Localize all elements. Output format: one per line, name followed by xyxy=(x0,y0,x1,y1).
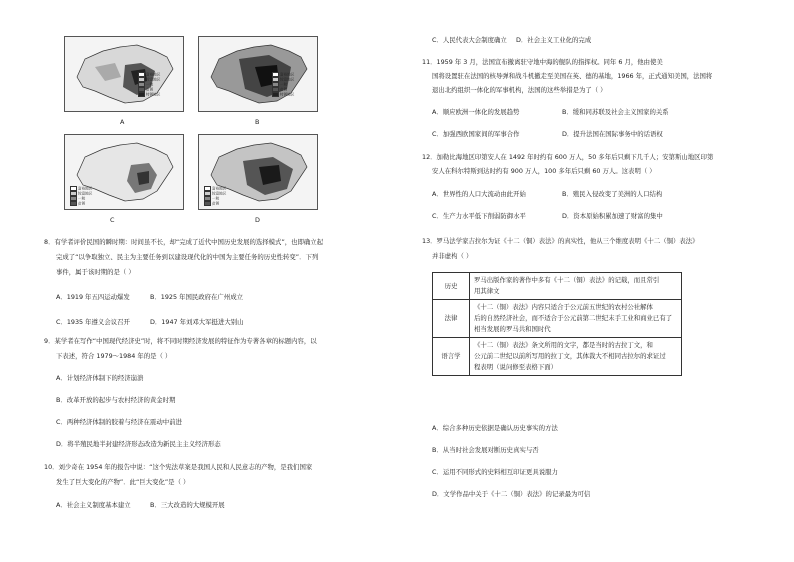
q12-option-d[interactable]: D．资本原始积累加速了财富的集中 xyxy=(562,212,663,220)
q9-option-a[interactable]: A．计划经济体制下的经济崩溃 xyxy=(56,374,144,382)
map-a xyxy=(64,36,184,112)
q9-line-2: 下表述，符合 1979～1984 年的是（ ） xyxy=(56,352,172,360)
map-c-legend: 富裕地区 较富地区 一般 贫困 xyxy=(70,186,92,206)
q12-line-1: 12．加勒比海地区印第安人在 1492 年时约有 600 万人，50 多年后只剩下几千人；安第斯山地区印第 xyxy=(422,153,714,161)
q12-option-b[interactable]: B．殖民入侵改变了美洲的人口结构 xyxy=(562,190,663,198)
q13-option-b[interactable]: B．从当时社会发展对断历史真实与否 xyxy=(432,446,539,454)
q11-line-3: 退出北约组织一体化的军事机构，法国的这些举措是为了（ ） xyxy=(432,86,607,94)
q11-line-2: 国将设置驻在法国的核导弹和战斗机撤走至美国在英、德的基地，1966 年，正式通知美国，法国将 xyxy=(432,72,713,80)
table-cell-history: 罗马出版作家的著作中多有《十二（铜）表法》的记载，而且常引 用其律文 xyxy=(470,273,682,300)
table-cell-linguistics: 《十二（铜）表法》条文所用的文字，都是当时的古拉丁文，和 公元前二世纪以前所写用的拉丁文，其体裁大不相同古拉尔的求证过 程表明（说问修至表格下面） xyxy=(470,338,682,376)
q13-source-table xyxy=(432,272,682,376)
map-d-legend: 富裕地区 较富地区 一般 贫困 xyxy=(204,186,226,206)
table-row xyxy=(433,338,682,376)
map-a-legend: 富裕地区 较富地区 一般 贫困 特困地区 xyxy=(138,72,160,97)
q9-option-b[interactable]: B．改革开放的起步与农村经济的黄金时期 xyxy=(56,396,176,404)
q13-option-c[interactable]: C．运用不同形式的史料相互印证更具说服力 xyxy=(432,468,558,476)
q10-option-a[interactable]: A．社会主义制度基本建立 xyxy=(56,501,131,509)
table-key-law: 法律 xyxy=(433,300,470,338)
q10-option-b[interactable]: B．三大改造的大规模开展 xyxy=(150,501,225,509)
map-label-a: A xyxy=(120,118,125,126)
q9-option-d[interactable]: D．将半殖民地半封建经济形态改造为新民主主义经济形态 xyxy=(56,440,221,448)
q11-line-1: 11．1959 年 3 月，法国宣布撤离驻守地中海的舰队的指挥权。同年 6 月，他由使美 xyxy=(422,58,663,66)
table-cell-law: 《十二（铜）表法》内容只适合于公元前五世纪的农村公社解体 后的自然经济社会，而不适合于公元前第二世纪末手工业和商业已有了 相当发展的罗马共和国时代 xyxy=(470,300,682,338)
q8-option-b[interactable]: B．1925 年国民政府在广州成立 xyxy=(150,293,243,301)
q11-option-d[interactable]: D．提升法国在国际事务中的话语权 xyxy=(562,130,663,138)
q12-option-c[interactable]: C．生产力水平低下削弱防御水平 xyxy=(432,212,526,220)
q11-option-a[interactable]: A．顺应欧洲一体化的发展趋势 xyxy=(432,108,520,116)
q10-option-c[interactable]: C．人民代表大会制度确立 xyxy=(432,36,507,44)
map-b xyxy=(198,36,318,112)
map-b-graphic xyxy=(199,37,317,111)
map-label-d: D xyxy=(255,216,260,224)
q13-line-1: 13．罗马法学家吉拉尔为证《十二（铜）表法》的真实性，他从三个维度表明《十二（铜）表法》 xyxy=(422,237,699,245)
table-key-history: 历史 xyxy=(433,273,470,300)
q8-line-2: 完成了“以争取独立、民主为主要任务到以建设现代化的中国为主要任务的历史性转变”．下列 xyxy=(56,253,319,261)
q11-option-c[interactable]: C．加强西欧国家间的军事合作 xyxy=(432,130,520,138)
map-label-c: C xyxy=(110,216,115,224)
q8-line-1: 8．有学者评价民国的瞬时期：时间虽不长，却“完成了近代中国历史发展的选择模式”，也即确立起 xyxy=(44,238,324,246)
q9-line-1: 9．某学者在写作“中国现代经济史”时，将不同时期经济发展的特征作为专著各章的标题内容，以 xyxy=(44,337,317,345)
q12-line-2: 安人在科尔特斯到达时约有 900 万人，100 多年后只剩 60 万人。这表明（ ） xyxy=(432,167,656,175)
q10-line-1: 10．刘少奇在 1954 年的报告中说：“这个宪法草案是我国人民和人民意志的产物，是我们国家 xyxy=(44,463,313,471)
table-key-linguistics: 语言学 xyxy=(433,338,470,376)
map-b-legend: 富裕地区 较富地区 一般 贫困 特困地区 xyxy=(272,72,294,97)
q13-option-a[interactable]: A．综合多种历史依据是确认历史事实的方法 xyxy=(432,424,558,432)
q10-option-d[interactable]: D．社会主义工业化的完成 xyxy=(516,36,592,44)
q8-option-a[interactable]: A．1919 年五四运动爆发 xyxy=(56,293,130,301)
q10-line-2: 发生了巨大变化的产物”．此“巨大变化”是（ ） xyxy=(56,478,190,486)
q13-option-d[interactable]: D．文学作品中关于《十二（铜）表法》的记录最为可信 xyxy=(432,490,591,498)
map-label-b: B xyxy=(255,118,260,126)
q8-line-3: 事件，属于该时期的是（ ） xyxy=(56,268,135,276)
map-a-graphic xyxy=(65,37,183,111)
q12-option-a[interactable]: A．世界性的人口大流动由此开始 xyxy=(432,190,526,198)
q8-option-c[interactable]: C．1935 年遵义会议召开 xyxy=(56,318,130,326)
q8-option-d[interactable]: D．1947 年刘邓大军挺进大别山 xyxy=(150,318,244,326)
q9-option-c[interactable]: C．两种经济体制的胶着与经济在震动中前进 xyxy=(56,418,182,426)
q11-option-b[interactable]: B．缓和同苏联及社会主义国家的关系 xyxy=(562,108,669,116)
table-row xyxy=(433,300,682,338)
q13-line-2: 并非虚构（ ） xyxy=(432,252,473,260)
table-row xyxy=(433,273,682,300)
